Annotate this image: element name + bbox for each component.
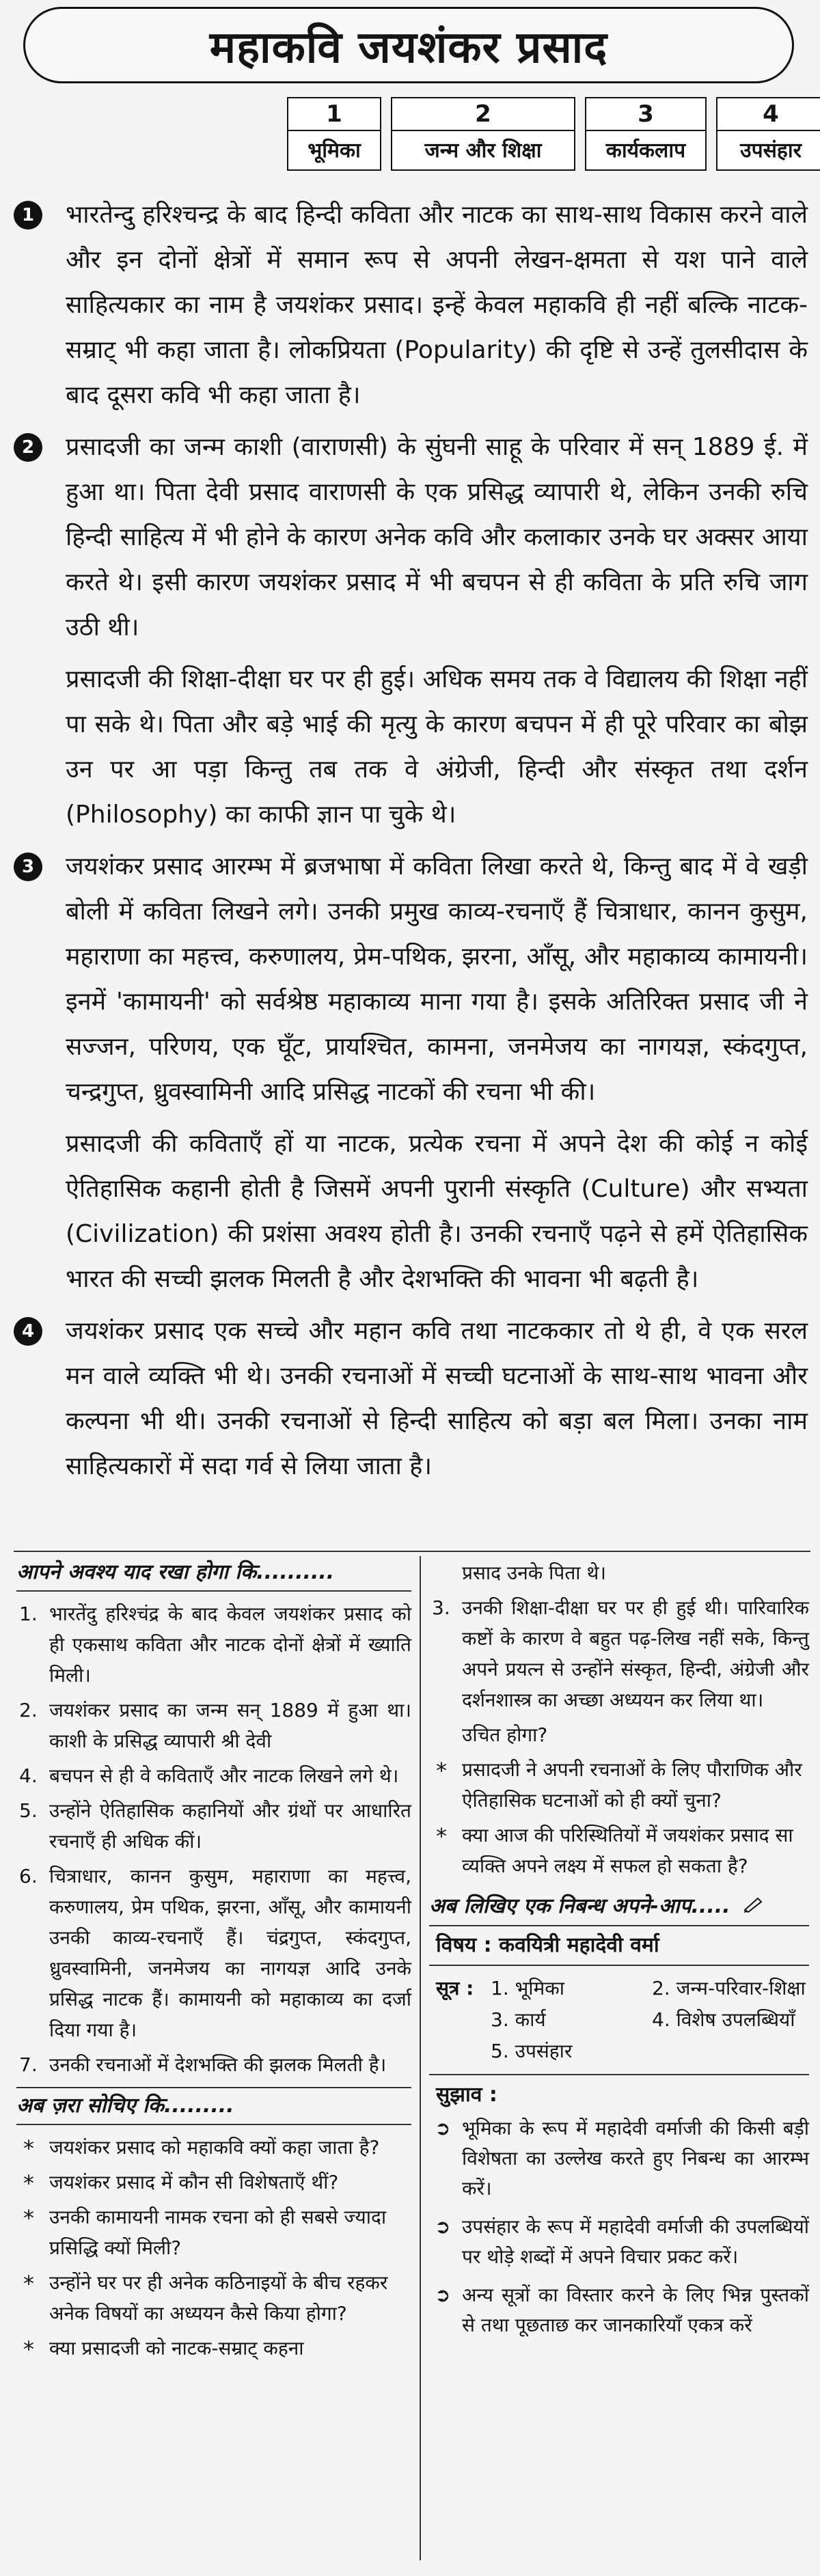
paragraph-conclusion — [10, 1309, 808, 1489]
section-tabs — [287, 97, 820, 171]
essay-subject: विषय : कवयित्री महादेवी वर्मा — [429, 1926, 809, 1966]
paragraph-introduction — [10, 193, 808, 418]
asterisk-icon: * — [436, 1823, 447, 1849]
suggestion-item — [429, 2114, 809, 2204]
question-text: जयशंकर प्रसाद को महाकवि क्यों कहा जाता है? — [49, 2136, 380, 2159]
think-question — [16, 2202, 411, 2263]
think-question — [16, 2132, 411, 2163]
summary-box — [14, 1551, 810, 2563]
question-text: क्या प्रसादजी को नाटक-सम्राट् कहना — [49, 2337, 304, 2359]
asterisk-icon: * — [23, 2271, 34, 2297]
tab-number: 3 — [586, 98, 705, 131]
item-text: उनकी रचनाओं में देशभक्ति की झलक मिलती है। — [49, 2053, 387, 2076]
section-number-badge: 4 — [14, 1317, 42, 1346]
item-number: 1. — [19, 1603, 38, 1625]
suggestions-label: सुझाव : — [436, 2083, 497, 2107]
think-question — [429, 1754, 809, 1816]
item-text: चित्राधार, कानन कुसुम, महाराणा का महत्त्व, करुणालय, प्रेम पथिक, झरना, आँसू, और कामायनी उनकी काव्य-रचनाएँ हैं। चंद्रगुप्त, स्कंदगुप्त, ध्रुवस्वामिनी, जनमेजय का नागयज्ञ आदि उनके प्रसिद्ध नाटक हैं। कामायनी को महाकाव्य का दर्जा दिया गया है। — [49, 1865, 411, 2041]
tab-conclusion — [716, 97, 820, 171]
item-text: जयशंकर प्रसाद का जन्म सन् 1889 में हुआ था। काशी के प्रसिद्ध व्यापारी श्री देवी — [49, 1699, 411, 1752]
item-number: 7. — [19, 2053, 38, 2076]
outline-point: 1. भूमिका — [491, 1977, 565, 1999]
asterisk-icon: * — [23, 2205, 34, 2231]
left-column — [16, 1557, 411, 2368]
remember-item — [16, 1760, 411, 1791]
remember-item — [16, 2049, 411, 2080]
arrow-icon: ➲ — [435, 2117, 451, 2139]
paragraph-text: प्रसादजी का जन्म काशी (वाराणसी) के सुंघनी साहू के परिवार में सन् 1889 ई. में हुआ था। पिता देवी प्रसाद वाराणसी के एक प्रसिद्ध व्यापारी थे, लेकिन उनकी रुचि हिन्दी साहित्य में भी होने के कारण अनेक कवि और कलाकार उनके घर अक्सर आया करते थे। इसी कारण जयशंकर प्रसाद में भी बचपन से ही कविता के प्रति रुचि जाग उठी थी। — [66, 433, 808, 641]
remember-item — [429, 1592, 809, 1715]
question-text: जयशंकर प्रसाद में कौन सी विशेषताएँ थीं? — [49, 2171, 339, 2193]
paragraph-text: जयशंकर प्रसाद एक सच्चे और महान कवि तथा नाटककार तो थे ही, वे एक सरल मन वाले व्यक्ति भी थे। उनकी रचनाओं में सच्ची घटनाओं के साथ-साथ भावना और कल्पना भी थी। उनकी रचनाओं से हिन्दी साहित्य को बड़ा बल मिला। उनका नाम साहित्यकारों में सदा गर्व से लिया जाता है। — [66, 1317, 808, 1480]
asterisk-icon: * — [23, 2170, 34, 2196]
item-text: बचपन से ही वे कविताएँ और नाटक लिखने लगे थे। — [49, 1764, 399, 1787]
suggestion-text: उपसंहार के रूप में महादेवी वर्माजी की उपलब्धियों पर थोड़े शब्दों में अपने विचार प्रकट करें। — [462, 2215, 809, 2268]
remember-heading: आपने अवश्य याद रखा होगा कि.......... — [16, 1557, 411, 1592]
remember-item — [16, 1795, 411, 1857]
outline-point: 5. उपसंहार — [491, 2040, 573, 2062]
asterisk-icon: * — [436, 1758, 447, 1784]
essay-body — [10, 193, 808, 1496]
item-number: 3. — [432, 1596, 450, 1619]
tab-label: भूमिका — [308, 139, 361, 163]
suggestion-item — [429, 2212, 809, 2272]
tab-birth-education — [391, 97, 575, 171]
suggestion-text: भूमिका के रूप में महादेवी वर्माजी की किसी बड़ी विशेषता का उल्लेख करते हुए निबन्ध का आरम्भ करें। — [462, 2117, 809, 2200]
essay-task-heading — [429, 1891, 809, 1926]
suggestion-text: अन्य सूत्रों का विस्तार करने के लिए भिन्न पुस्तकों से तथा पूछताछ कर जानकारियाँ एकत्र करें — [462, 2284, 809, 2336]
tab-number: 4 — [718, 98, 820, 131]
think-question — [16, 2267, 411, 2329]
outline-point: 2. जन्म-परिवार-शिक्षा — [652, 1977, 806, 1999]
remember-continued: प्रसाद उनके पिता थे। — [462, 1562, 606, 1584]
think-question — [16, 2167, 411, 2198]
pen-icon — [743, 1891, 765, 1922]
item-number: 2. — [19, 1699, 38, 1721]
question-text: क्या आज की परिस्थितियों में जयशंकर प्रसाद सा व्यक्ति अपने लक्ष्य में सफल हो सकता है? — [462, 1824, 793, 1877]
question-text: उनकी कामायनी नामक रचना को ही सबसे ज्यादा प्रसिद्धि क्यों मिली? — [49, 2206, 387, 2259]
think-continued: उचित होगा? — [462, 1723, 548, 1746]
asterisk-icon: * — [23, 2135, 34, 2161]
item-number: 5. — [19, 1799, 38, 1822]
page-title: महाकवि जयशंकर प्रसाद — [209, 22, 608, 73]
essay-heading-text: अब लिखिए एक निबन्ध अपने-आप..... — [429, 1894, 730, 1918]
paragraph-themes — [10, 1122, 808, 1302]
remember-item — [16, 1598, 411, 1691]
paragraph-text: जयशंकर प्रसाद आरम्भ में ब्रजभाषा में कविता लिखा करते थे, किन्तु बाद में वे खड़ी बोली में कविता लिखने लगे। उनकी प्रमुख काव्य-रचनाएँ हैं चित्राधार, कानन कुसुम, महाराणा का महत्त्व, करुणालय, प्रेम-पथिक, झरना, आँसू, और महाकाव्य कामायनी। इनमें 'कामायनी' को सर्वश्रेष्ठ महाकाव्य माना गया है। इसके अतिरिक्त प्रसाद जी ने सज्जन, परिणय, एक घूँट, प्रायश्चित, कामना, जनमेजय का नागयज्ञ, स्कंदगुप्त, चन्द्रगुप्त, ध्रुवस्वामिनी आदि प्रसिद्ध नाटकों की रचना भी की। — [66, 853, 808, 1106]
item-text: उन्होंने ऐतिहासिक कहानियों और ग्रंथों पर आधारित रचनाएँ ही अधिक कीं। — [49, 1799, 411, 1853]
paragraph-works — [10, 844, 808, 1115]
item-text: भारतेंदु हरिश्चंद्र के बाद केवल जयशंकर प्रसाद को ही एकसाथ कविता और नाटक दोनों क्षेत्रों में ख्याति मिली। — [49, 1603, 411, 1687]
think-question — [16, 2333, 411, 2364]
think-heading: अब ज़रा सोचिए कि......... — [16, 2087, 411, 2125]
column-divider — [420, 1556, 421, 2560]
outline-label: सूत्र : — [436, 1977, 474, 1999]
question-text: उन्होंने घर पर ही अनेक कठिनाइयों के बीच रहकर अनेक विषयों का अध्ययन कैसे किया होगा? — [49, 2271, 388, 2325]
section-number-badge: 2 — [14, 433, 42, 462]
suggestion-item — [429, 2280, 809, 2340]
paragraph-birth — [10, 425, 808, 650]
tab-introduction — [287, 97, 381, 171]
item-text: उनकी शिक्षा-दीक्षा घर पर ही हुई थी। पारिवारिक कष्टों के कारण वे बहुत पढ़-लिख नहीं सके, किन्तु अपने प्रयत्न से उन्होंने संस्कृत, हिन्दी, अंग्रेजी और दर्शनशास्त्र का अच्छा अध्ययन कर लिया था। — [462, 1596, 809, 1711]
essay-outline — [429, 1966, 809, 2075]
tab-number: 1 — [288, 98, 380, 131]
paragraph-education — [10, 657, 808, 837]
item-number: 6. — [19, 1865, 38, 1887]
outline-point: 4. विशेष उपलब्धियाँ — [652, 2008, 795, 2031]
section-number-badge: 3 — [14, 853, 42, 881]
tab-label: कार्यकलाप — [605, 139, 686, 163]
tab-number: 2 — [392, 98, 574, 131]
tab-label: उपसंहार — [740, 139, 802, 163]
paragraph-text: प्रसादजी की कविताएँ हों या नाटक, प्रत्येक रचना में अपने देश की कोई न कोई ऐतिहासिक कहानी होती है जिसमें अपनी पुरानी संस्कृति (Culture) और सभ्यता (Civilization) की प्रशंसा अवश्य होती है। उनकी रचनाएँ पढ़ने से हमें ऐतिहासिक भारत की सच्ची झलक मिलती है और देशभक्ति की भावना भी बढ़ती है। — [66, 1130, 808, 1293]
question-text: प्रसादजी ने अपनी रचनाओं के लिए पौराणिक और ऐतिहासिक घटनाओं को ही क्यों चुना? — [462, 1758, 802, 1812]
asterisk-icon: * — [23, 2336, 34, 2362]
paragraph-text: भारतेन्दु हरिश्चन्द्र के बाद हिन्दी कविता और नाटक का साथ-साथ विकास करने वाले और इन दोनों क्षेत्रों में समान रूप से अपनी लेखन-क्षमता से यश पाने वाले साहित्यकार का नाम है जयशंकर प्रसाद। इन्हें केवल महाकवि ही नहीं बल्कि नाटक-सम्राट् भी कहा जाता है। लोकप्रियता (Popularity) की दृष्टि से उन्हें तुलसीदास के बाद दूसरा कवि भी कहा जाता है। — [66, 201, 808, 409]
paragraph-text: प्रसादजी की शिक्षा-दीक्षा घर पर ही हुई। अधिक समय तक वे विद्यालय की शिक्षा नहीं पा सके थे। पिता और बड़े भाई की मृत्यु के कारण बचपन में ही पूरे परिवार का बोझ उन पर आ पड़ा किन्तु तब तक वे अंग्रेजी, हिन्दी और संस्कृत तथा दर्शन (Philosophy) का काफी ज्ञान पा चुके थे। — [66, 665, 808, 829]
right-column — [429, 1557, 809, 2349]
arrow-icon: ➲ — [435, 2215, 451, 2238]
outline-point: 3. कार्य — [491, 2008, 546, 2031]
remember-item — [16, 1861, 411, 2045]
arrow-icon: ➲ — [435, 2284, 451, 2306]
tab-works — [585, 97, 707, 171]
remember-item — [16, 1695, 411, 1756]
tab-label: जन्म और शिक्षा — [424, 139, 542, 163]
item-number: 4. — [19, 1764, 38, 1787]
title-banner — [23, 7, 794, 83]
outline-points — [491, 1973, 820, 2067]
section-number-badge: 1 — [14, 201, 42, 230]
think-question — [429, 1820, 809, 1881]
